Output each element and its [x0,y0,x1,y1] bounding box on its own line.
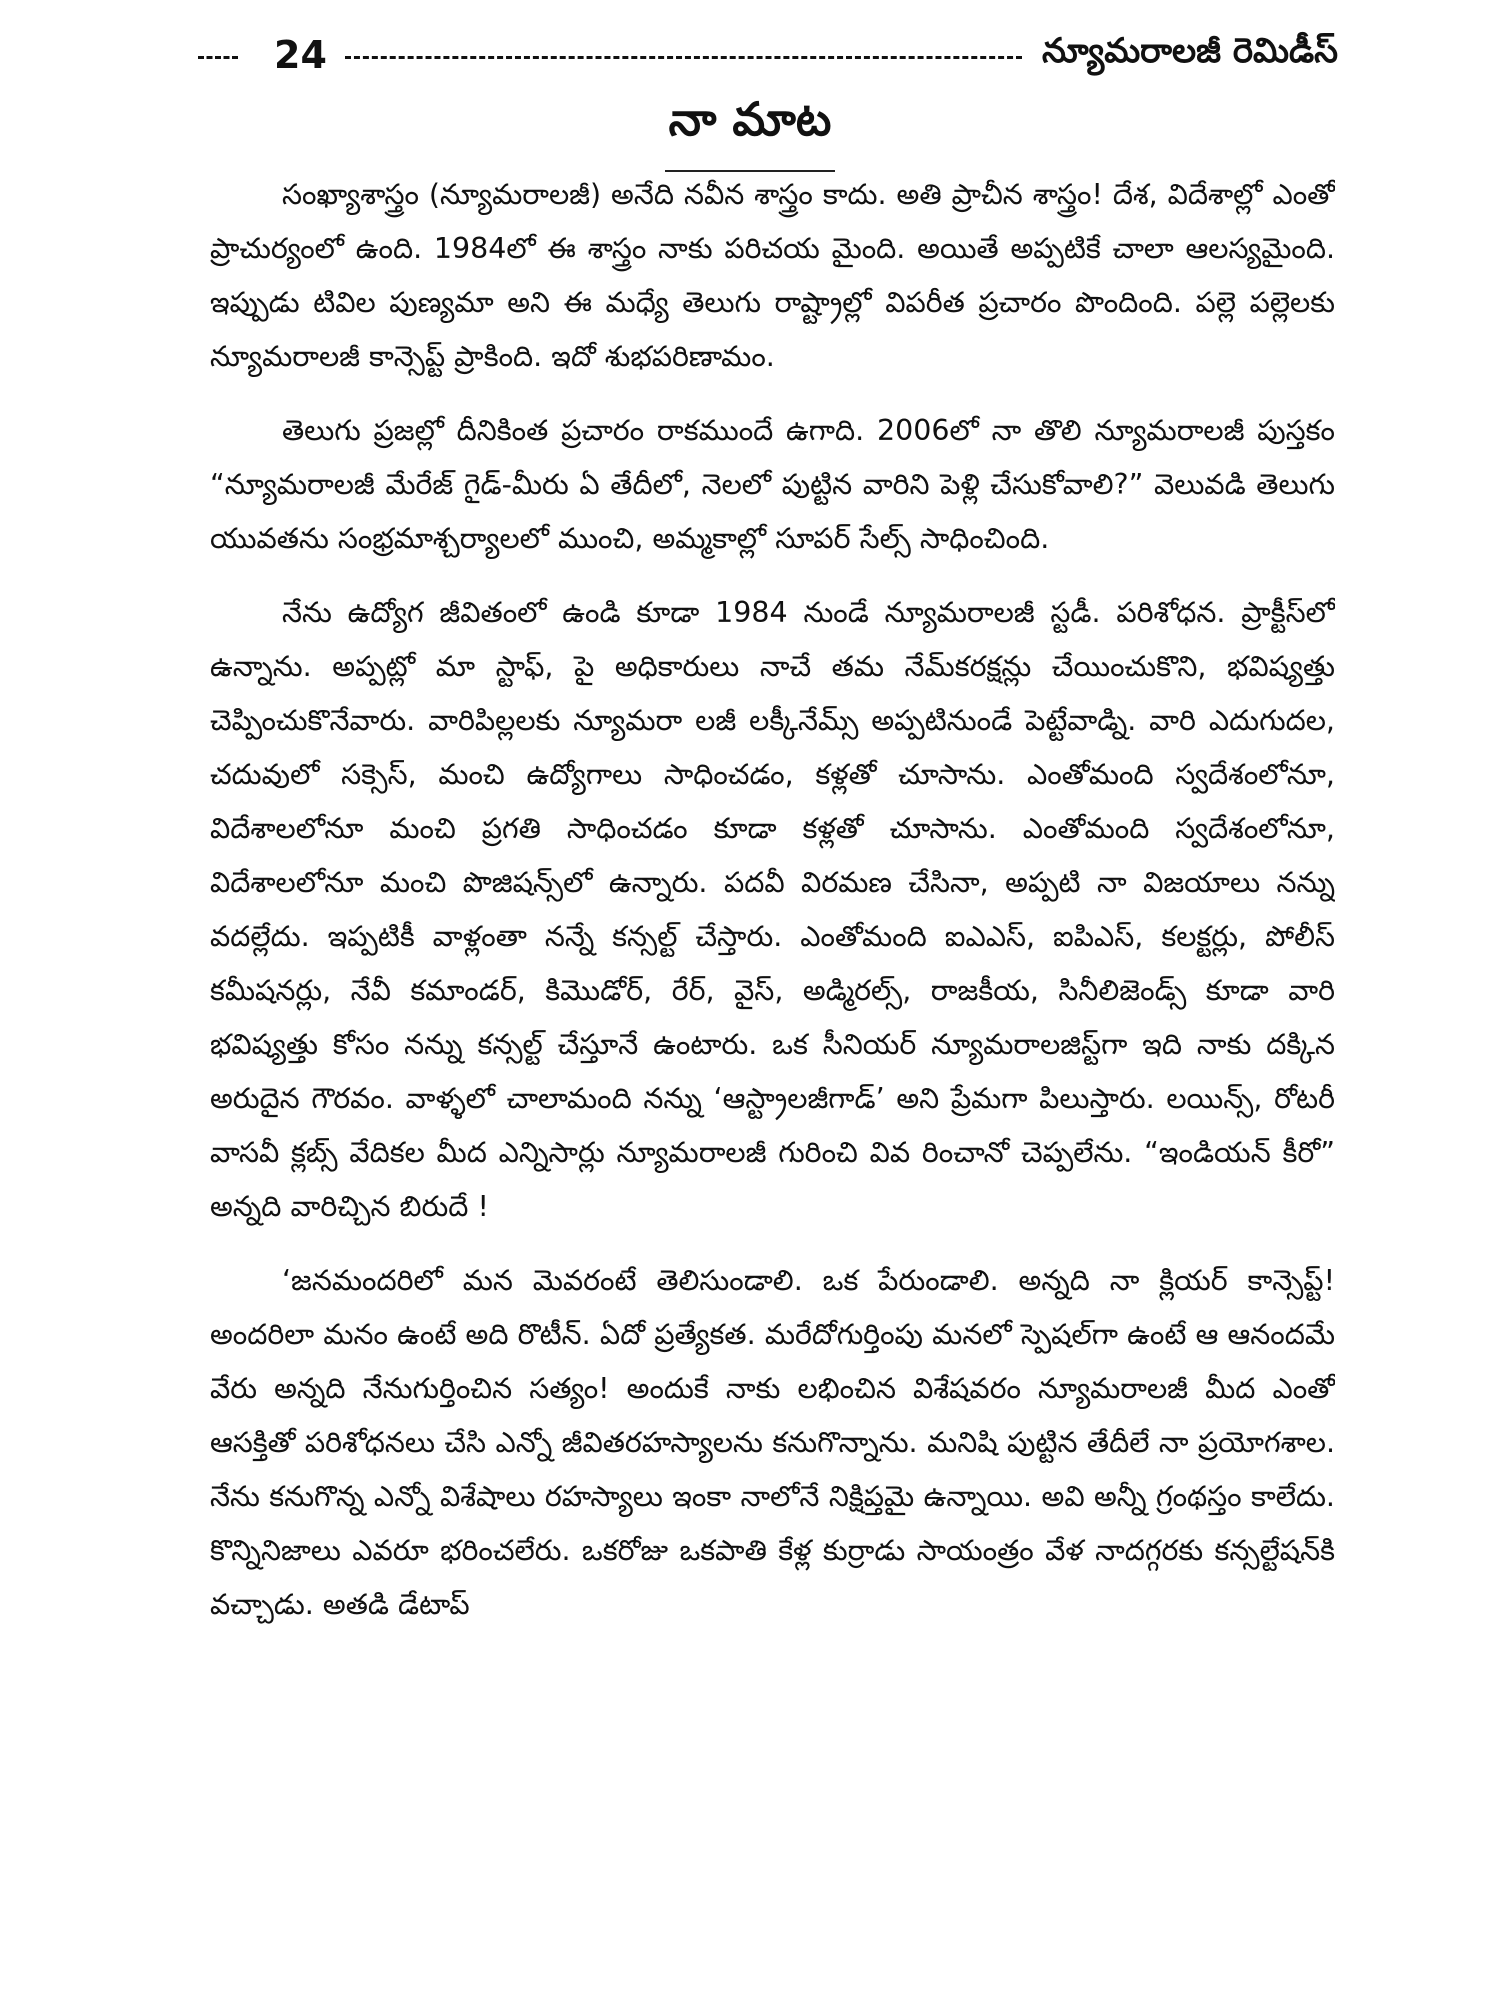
paragraph-3: నేను ఉద్యోగ జీవితంలో ఉండి కూడా 1984 నుండే న్యూమరాలజీ స్టడీ. పరిశోధన. ప్రాక్టీస్‌లో ఉన్నాను. అప్పట్లో మా స్టాఫ్, పై అధికారులు నాచే తమ నేమ్‌కరక్షన్లు చేయించుకొని, భవిష్యత్తు చెప్పించుకొనేవారు. వారిపిల్లలకు న్యూమరా లజీ లక్కీనేమ్స్ అప్పటినుండే పెట్టేవాడ్ని. వారి ఎదుగుదల, చదువులో సక్సెస్, మంచి ఉద్యోగాలు సాధించడం, కళ్లతో చూసాను. ఎంతోమంది స్వదేశంలోనూ, విదేశాలలోనూ మంచి ప్రగతి సాధించడం కూడా కళ్లతో చూసాను. ఎంతోమంది స్వదేశంలోనూ, విదేశాలలోనూ మంచి పొజిషన్స్‌లో ఉన్నారు. పదవీ విరమణ చేసినా, అప్పటి నా విజయాలు నన్ను వదల్లేదు. ఇప్పటికీ వాళ్లంతా నన్నే కన్సల్ట్ చేస్తారు. ఎంతోమంది ఐఎఎస్, ఐపిఎస్, కలక్టర్లు, పోలీస్ కమీషనర్లు, నేవీ కమాండర్, కిమొడోర్, రేర్, వైస్, అడ్మిరల్స్, రాజకీయ, సినీలిజెండ్స్ కూడా వారి భవిష్యత్తు కోసం నన్ను కన్సల్ట్ చేస్తూనే ఉంటారు. ఒక సీనియర్ న్యూమరాలజిస్ట్‌గా ఇది నాకు దక్కిన అరుదైన గౌరవం. వాళ్ళలో చాలామంది నన్ను ‘ఆస్ట్రాలజీగాడ్’ అని ప్రేమగా పిలుస్తారు. లయిన్స్, రోటరీ వాసవీ క్లబ్స్ వేదికల మీద ఎన్నిసార్లు న్యూమరాలజీ గురించి వివ రించానో చెప్పలేను. “ఇండియన్ కీరో” అన్నది వారిచ్చిన బిరుదే ! [210,596,1335,1223]
running-title: న్యూమరాలజీ రెమిడీస్ [1042,31,1338,71]
paragraph-4: ‘జనమందరిలో మన మెవరంటే తెలిసుండాలి. ఒక పేరుండాలి. అన్నది నా క్లియర్ కాన్సెప్ట్! అందరిలా మనం ఉంటే అది రొటీన్. ఏదో ప్రత్యేకత. మరేదోగుర్తింపు మనలో స్పెషల్‌గా ఉంటే ఆ ఆనందమే వేరు అన్నది నేనుగుర్తించిన సత్యం! అందుకే నాకు లభించిన విశేషవరం న్యూమరాలజీ మీద ఎంతో ఆసక్తితో పరిశోధనలు చేసి ఎన్నో జీవితరహస్యాలను కనుగొన్నాను. మనిషి పుట్టిన తేదీలే నా ప్రయోగశాల. నేను కనుగొన్న ఎన్నో విశేషాలు రహస్యాలు ఇంకా నాలోనే నిక్షిప్తమై ఉన్నాయి. అవి అన్నీ గ్రంథస్తం కాలేదు. కొన్నినిజాలు ఎవరూ భరించలేరు. ఒకరోజు ఒకపాతి కేళ్ల కుర్రాడు సాయంత్రం వేళ నాదగ్గరకు కన్సల్టేషన్‌కి వచ్చాడు. అతడి డేటాప్ [210,1264,1335,1621]
header-dash-rule [345,56,1022,59]
page-number: 24 [274,33,327,77]
body-text [210,168,1335,1988]
header-dash-left [198,56,238,59]
chapter-title: నా మాట [668,92,832,146]
page-header [198,30,1338,80]
paragraph-2: తెలుగు ప్రజల్లో దీనికింత ప్రచారం రాకముందే ఉగాది. 2006లో నా తొలి న్యూమరాలజీ పుస్తకం “న్యూమరాలజీ మేరేజ్ గైడ్-మీరు ఏ తేదీలో, నెలలో పుట్టిన వారిని పెళ్లి చేసుకోవాలి?” వెలువడి తెలుగు యువతను సంభ్రమాశ్చర్యాలలో ముంచి, అమ్మకాల్లో సూపర్ సేల్స్ సాధించింది. [210,414,1335,555]
chapter-heading [0,92,1500,172]
paragraph-1: సంఖ్యాశాస్త్రం (న్యూమరాలజీ) అనేది నవీన శాస్త్రం కాదు. అతి ప్రాచీన శాస్త్రం! దేశ, విదేశాల్లో ఎంతో ప్రాచుర్యంలో ఉంది. 1984లో ఈ శాస్త్రం నాకు పరిచయ మైంది. అయితే అప్పటికే చాలా ఆలస్యమైంది. ఇప్పుడు టివిల పుణ్యమా అని ఈ మధ్యే తెలుగు రాష్ట్రాల్లో విపరీత ప్రచారం పొందింది. పల్లె పల్లెలకు న్యూమరాలజీ కాన్సెప్ట్ ప్రాకింది. ఇదో శుభపరిణామం. [210,178,1335,373]
